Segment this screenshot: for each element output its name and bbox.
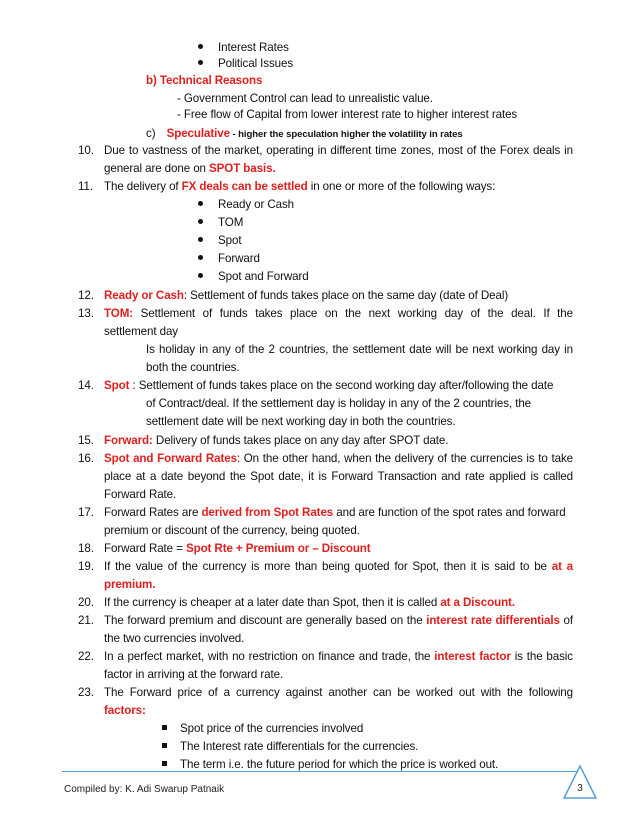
section-heading-c: c) Speculative - higher the speculation higher the volatility in rates	[146, 127, 463, 140]
text-line: Forward Rate = Spot Rte + Premium or – Discount	[104, 542, 371, 555]
bullet-item: Political Issues	[198, 57, 203, 71]
text-line: Forward: Delivery of funds takes place on any day after SPOT date.	[104, 434, 449, 447]
square-bullet-icon	[162, 725, 167, 730]
bullet-item: Spot price of the currencies involved	[162, 722, 167, 736]
text-line: The forward premium and discount are generally based on the interest rate differentials of	[104, 614, 573, 627]
list-number: 15.	[78, 434, 94, 447]
bullet-icon	[198, 219, 203, 224]
list-number: 20.	[78, 596, 94, 609]
text-line: The Forward price of a currency against another can be worked out with the following	[104, 686, 573, 699]
square-bullet-icon	[162, 743, 167, 748]
text-line: If the value of the currency is more than being quoted for Spot, then it is said to be at a	[104, 560, 573, 573]
list-number: 19.	[78, 560, 94, 573]
text-line: Due to vastness of the market, operating in different time zones, most of the Forex deals in	[104, 144, 573, 157]
section-heading-b: b) Technical Reasons	[146, 74, 263, 87]
bullet-item: Spot and Forward	[198, 270, 203, 284]
bullet-icon	[198, 273, 203, 278]
text-line: general are done on SPOT basis.	[104, 162, 276, 175]
bullet-item: Forward	[198, 252, 203, 266]
bullet-icon	[198, 237, 203, 242]
square-bullet-icon	[162, 761, 167, 766]
text-line: Ready or Cash: Settlement of funds takes place on the same day (date of Deal)	[104, 289, 509, 302]
list-number: 21.	[78, 614, 94, 627]
text-line: premium or discount of the currency, being quoted.	[104, 524, 360, 537]
text-line: both the countries.	[146, 361, 240, 374]
bullet-icon	[198, 44, 203, 49]
text-line: the two currencies involved.	[104, 632, 245, 645]
list-number: 10.	[78, 144, 94, 157]
text-line: factor in arriving at the forward rate.	[104, 668, 284, 681]
page-number-badge	[560, 762, 600, 802]
text-line: The delivery of FX deals can be settled in one or more of the following ways:	[104, 180, 496, 193]
text-line: of Contract/deal. If the settlement day is holiday in any of the 2 countries, the	[146, 397, 532, 410]
text-line: - Government Control can lead to unrealistic value.	[177, 92, 433, 105]
list-number: 22.	[78, 650, 94, 663]
list-number: 13.	[78, 307, 94, 320]
bullet-icon	[198, 255, 203, 260]
list-number: 17.	[78, 506, 94, 519]
text-line: place at a date beyond the Spot date, it is Forward Transaction and rate applied is called	[104, 470, 573, 483]
page-number-triangle-icon	[560, 762, 600, 802]
bullet-item: The Interest rate differentials for the currencies.	[162, 740, 167, 754]
bullet-icon	[198, 201, 203, 206]
text-line: Is holiday in any of the 2 countries, the settlement date will be next working day in	[146, 343, 573, 356]
list-number: 12.	[78, 289, 94, 302]
text-line: premium.	[104, 578, 156, 591]
text-line: settlement day	[104, 325, 178, 338]
page-number: 3	[577, 783, 583, 794]
bullet-item: Interest Rates	[198, 41, 203, 55]
bullet-item: The term i.e. the future period for which the price is worked out.	[162, 758, 167, 772]
bullet-item: Ready or Cash	[198, 198, 203, 212]
list-number: 11.	[78, 180, 93, 193]
bullet-item: TOM	[198, 216, 203, 230]
text-line: Forward Rate.	[104, 488, 177, 501]
text-line: - Free flow of Capital from lower interest rate to higher interest rates	[177, 108, 518, 121]
footer-rule	[62, 771, 582, 772]
text-line: Spot and Forward Rates: On the other hand, when the delivery of the currencies is to take	[104, 452, 573, 465]
footer-compiled-by: Compiled by: K. Adi Swarup Patnaik	[64, 784, 225, 795]
text-line: TOM: Settlement of funds takes place on the next working day of the deal. If the	[104, 307, 573, 320]
list-number: 23.	[78, 686, 94, 699]
text-line: factors:	[104, 704, 146, 717]
list-number: 16.	[78, 452, 94, 465]
text-line: Forward Rates are derived from Spot Rates and are function of the spot rates and forward	[104, 506, 566, 519]
text-line: In a perfect market, with no restriction on finance and trade, the interest factor is the basic	[104, 650, 573, 663]
text-line: Spot : Settlement of funds takes place on the second working day after/following the date	[104, 379, 554, 392]
list-number: 14.	[78, 379, 94, 392]
text-line: If the currency is cheaper at a later date than Spot, then it is called at a Discount.	[104, 596, 515, 609]
bullet-icon	[198, 60, 203, 65]
list-number: 18.	[78, 542, 94, 555]
text-line: settlement date will be next working day in both the countries.	[146, 415, 456, 428]
bullet-item: Spot	[198, 234, 203, 248]
